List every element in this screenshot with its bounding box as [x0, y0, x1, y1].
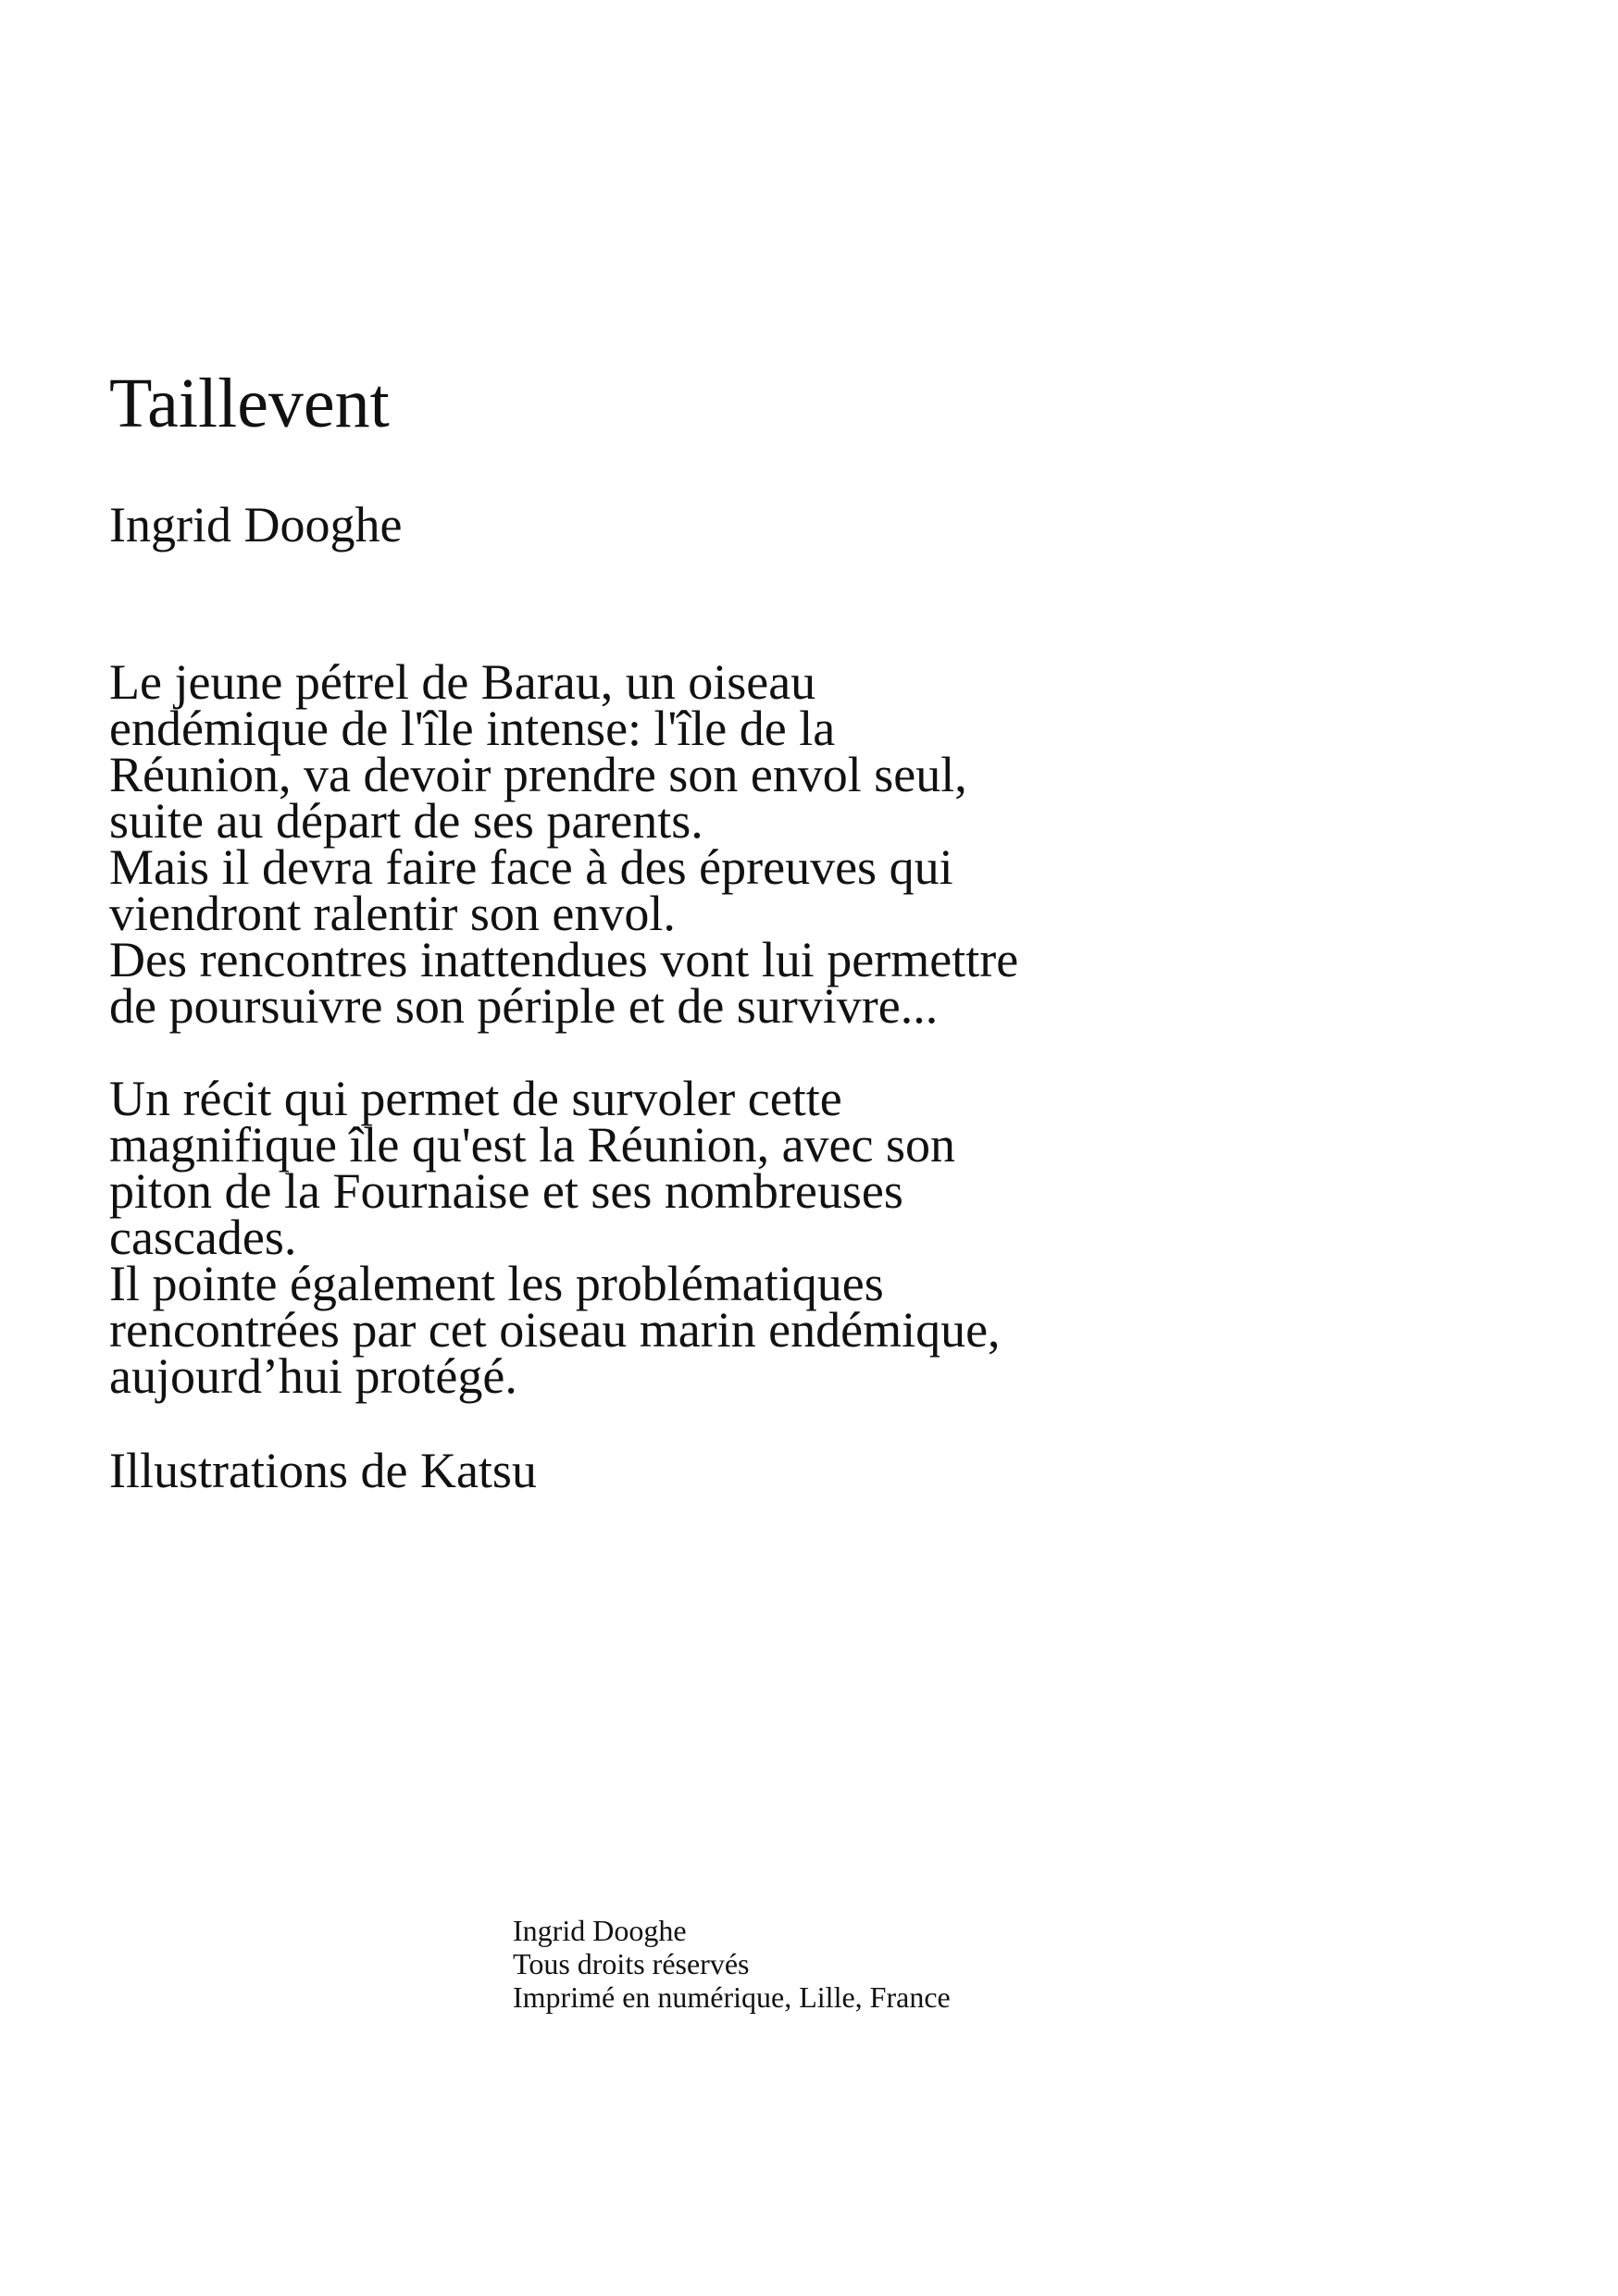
blurb-line: rencontrées par cet oiseau marin endémique, — [109, 1302, 1001, 1358]
blurb-paragraph-2 — [109, 1071, 1405, 1404]
book-title: Taillevent — [109, 365, 390, 442]
illustrations-credit: Illustrations de Katsu — [109, 1443, 537, 1498]
book-author: Ingrid Dooghe — [109, 497, 403, 552]
colophon — [513, 1914, 951, 2014]
blurb-line: Le jeune pétrel de Barau, un oiseau — [109, 654, 816, 710]
colophon-printing: Imprimé en numérique, Lille, France — [513, 1980, 951, 2014]
blurb-line: Un récit qui permet de survoler cette — [109, 1071, 842, 1126]
blurb-line: aujourd’hui protégé. — [109, 1348, 517, 1404]
blurb-line: suite au départ de ses parents. — [109, 793, 703, 849]
blurb-line: Il pointe également les problématiques — [109, 1256, 884, 1311]
book-blurb — [109, 654, 1405, 1404]
blurb-line: cascades. — [109, 1210, 297, 1265]
blurb-line: Mais il devra faire face à des épreuves qui — [109, 839, 953, 895]
colophon-name: Ingrid Dooghe — [513, 1914, 687, 1947]
blurb-paragraph-1 — [109, 654, 1405, 1034]
blurb-line: Réunion, va devoir prendre son envol seul, — [109, 747, 967, 802]
blurb-line: Des rencontres inattendues vont lui permettre — [109, 932, 1019, 987]
blurb-line: de poursuivre son périple et de survivre... — [109, 978, 939, 1034]
blurb-line: endémique de l'île intense: l'île de la — [109, 701, 836, 756]
blurb-line: magnifique île qu'est la Réunion, avec son — [109, 1117, 955, 1173]
colophon-rights: Tous droits réservés — [513, 1947, 750, 1980]
blurb-line: viendront ralentir son envol. — [109, 886, 676, 941]
blurb-line: piton de la Fournaise et ses nombreuses — [109, 1163, 903, 1219]
